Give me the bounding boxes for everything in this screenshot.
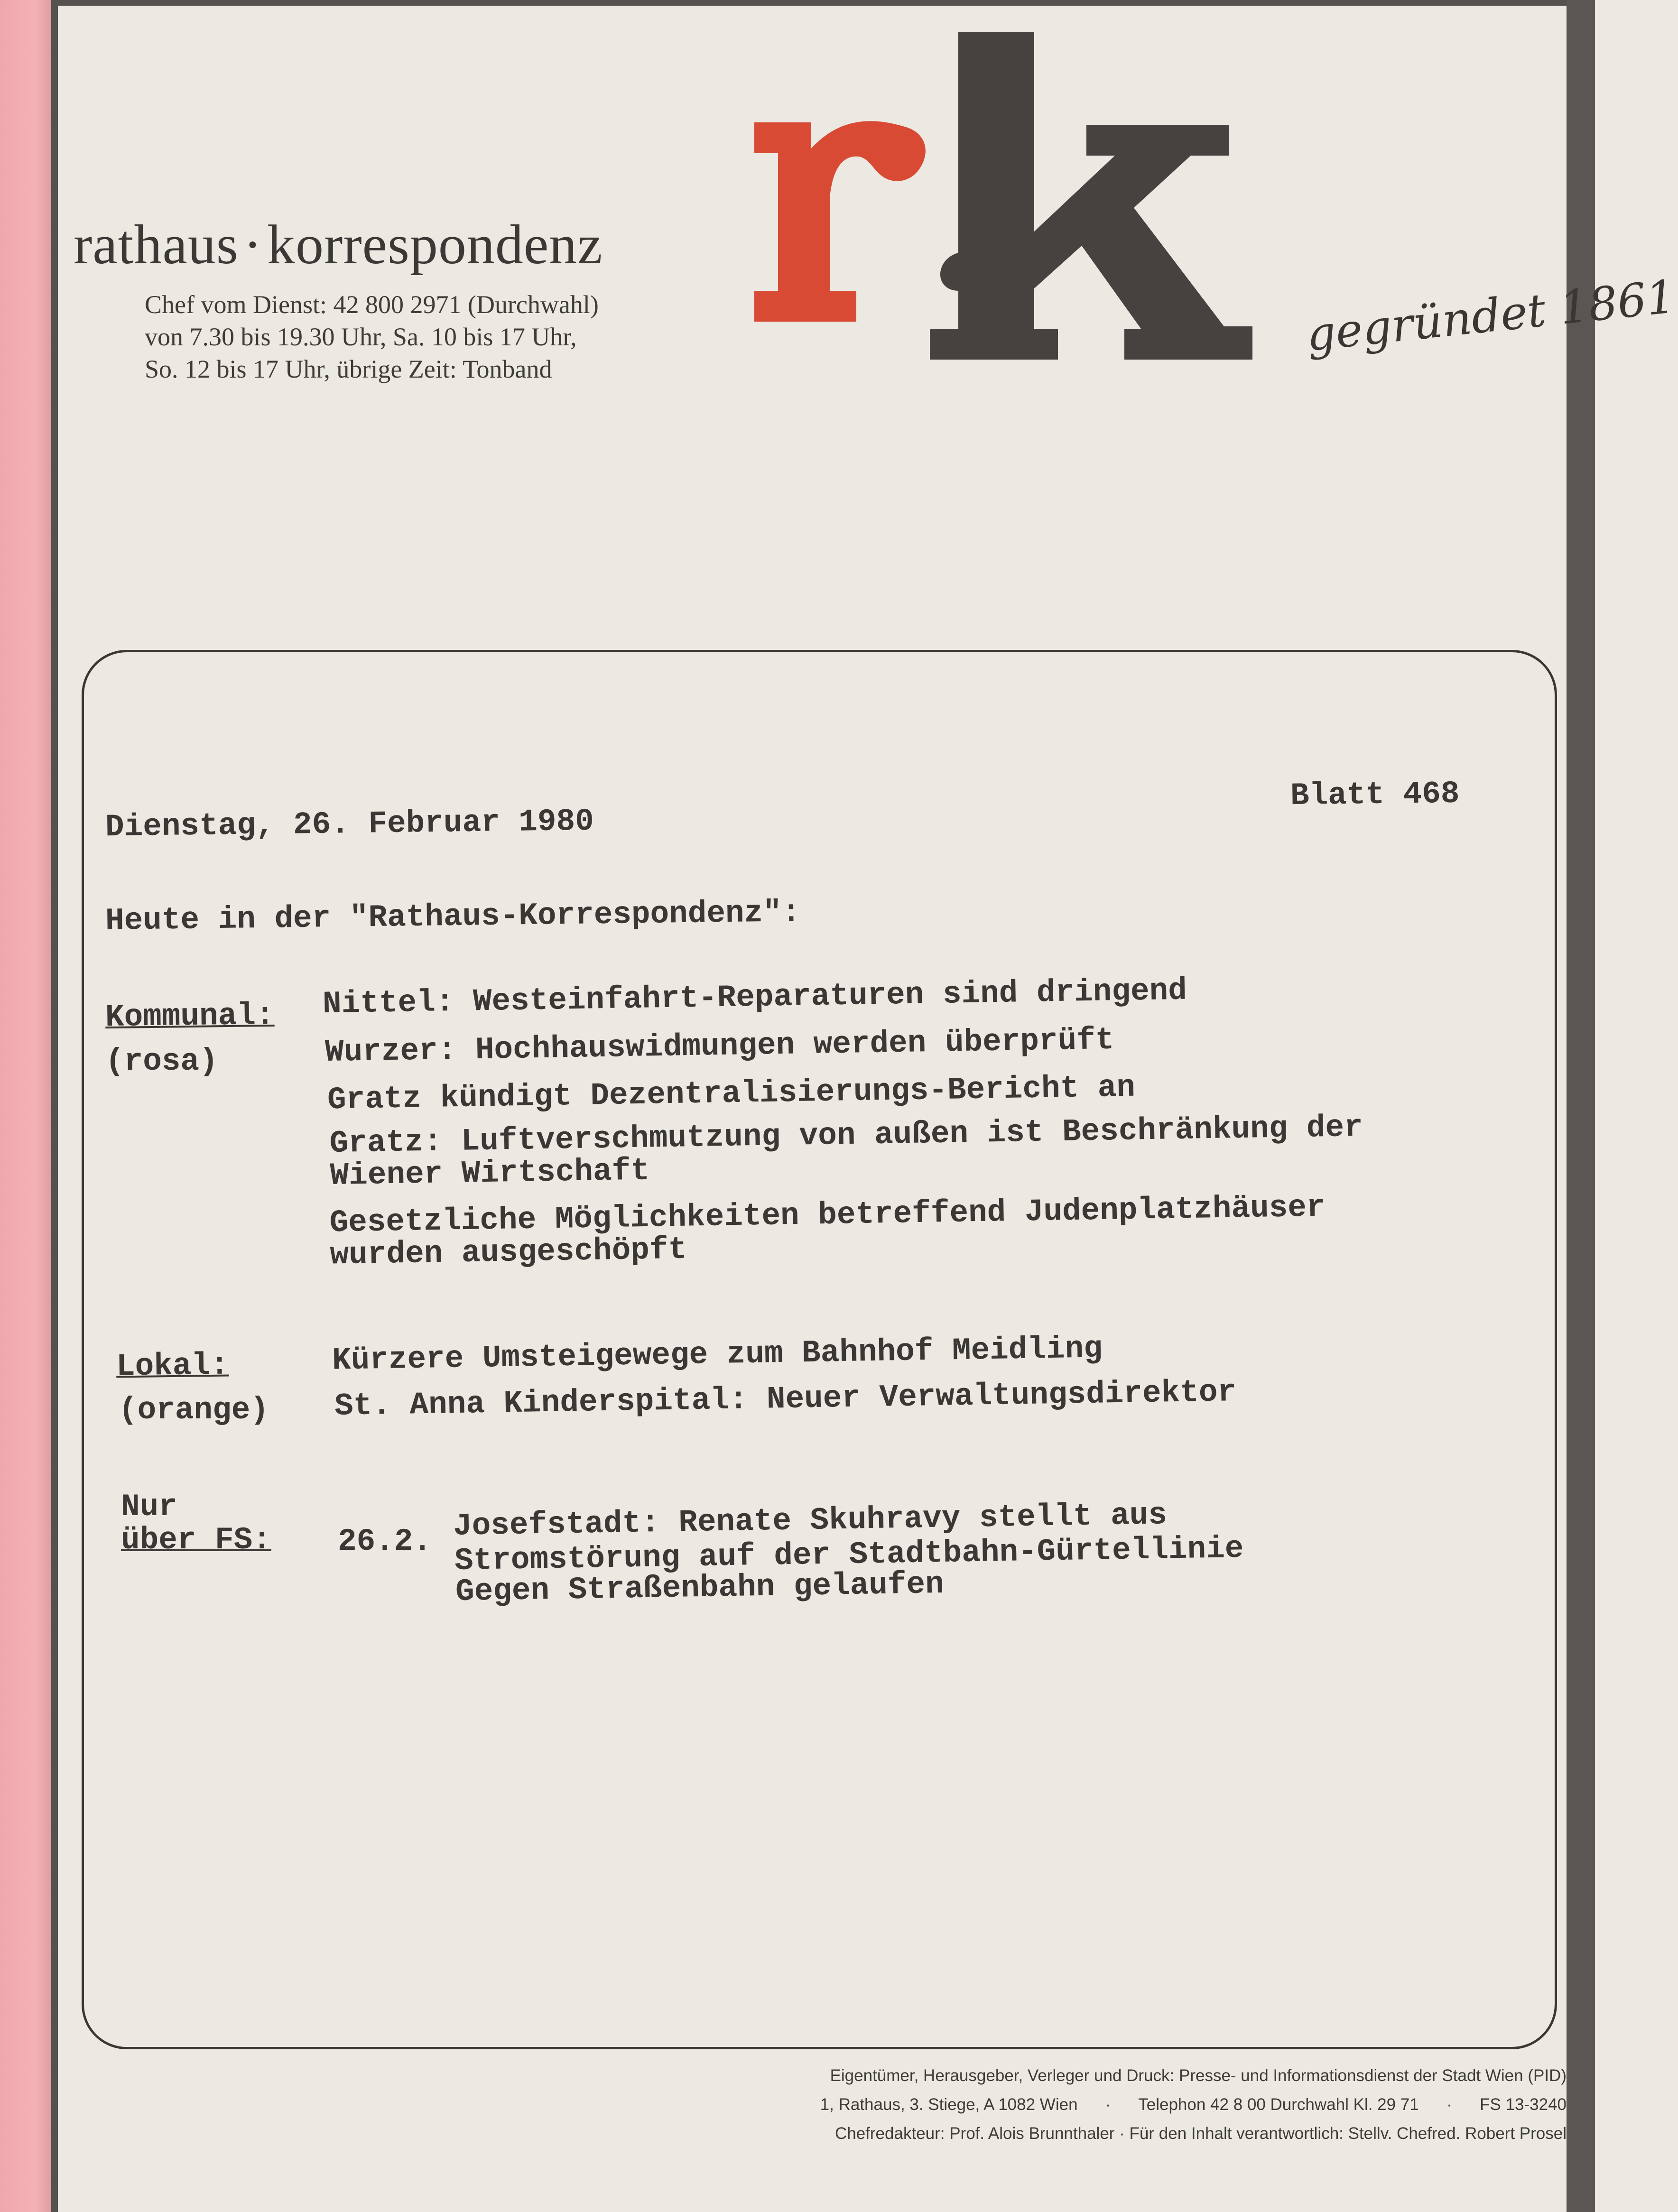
imprint-line-1: Eigentümer, Herausgeber, Verleger und Druck: Presse- und Informationsdienst der Stadt Wien (PID) bbox=[830, 2066, 1567, 2085]
founded-signature: gegründet 1861 bbox=[1304, 269, 1678, 361]
hours-line-3: So. 12 bis 17 Uhr, übrige Zeit: Tonband bbox=[145, 355, 552, 383]
wordmark-dot: · bbox=[243, 213, 263, 276]
sheet-number: Blatt 468 bbox=[1290, 776, 1460, 814]
kommunal-item-line: Gratz: Luftverschmutzung von außen ist Beschränkung der bbox=[329, 1109, 1363, 1162]
section-color-kommunal: (rosa) bbox=[105, 1044, 218, 1079]
page-shadow-left bbox=[51, 0, 58, 2212]
kommunal-item: Wurzer: Hochhauswidmungen werden überprüft bbox=[324, 1022, 1114, 1071]
rk-logo bbox=[754, 32, 1300, 374]
fs-item: Josefstadt: Renate Skuhravy stellt aus bbox=[453, 1497, 1168, 1544]
fs-date: 26.2. bbox=[338, 1524, 432, 1559]
hours-line-2: von 7.30 bis 19.30 Uhr, Sa. 10 bis 17 Uhr, bbox=[145, 323, 577, 351]
imprint bbox=[820, 2061, 1567, 2148]
section-label-lokal: Lokal: bbox=[116, 1347, 230, 1385]
logo-letter-r bbox=[754, 121, 926, 322]
fs-item: Gegen Straßenbahn gelaufen bbox=[455, 1566, 945, 1610]
fs-item: Stromstörung auf der Stadtbahn-Gürtellinie bbox=[454, 1530, 1244, 1579]
lokal-item: St. Anna Kinderspital: Neuer Verwaltungsdirektor bbox=[334, 1374, 1237, 1424]
hours-line-1: Chef vom Dienst: 42 800 2971 (Durchwahl) bbox=[145, 290, 599, 319]
wordmark-korrespondenz: korrespondenz bbox=[267, 213, 603, 276]
section-label-kommunal: Kommunal: bbox=[105, 997, 275, 1036]
office-hours bbox=[145, 288, 599, 385]
kommunal-item-line: wurden ausgeschöpft bbox=[330, 1231, 687, 1273]
fs-label-line-2: über FS: bbox=[121, 1522, 271, 1558]
fs-label-line-1: Nur bbox=[121, 1489, 177, 1525]
section-color-lokal: (orange) bbox=[119, 1392, 269, 1428]
publication-wordmark bbox=[74, 213, 603, 277]
kommunal-item: Nittel: Westeinfahrt-Reparaturen sind dringend bbox=[322, 972, 1187, 1022]
lokal-item: Kürzere Umsteigewege zum Bahnhof Meidling bbox=[332, 1331, 1103, 1379]
bulletin-intro: Heute in der "Rathaus-Korrespondenz": bbox=[105, 895, 801, 939]
rk-logo-graphic bbox=[754, 32, 1300, 374]
wordmark-rathaus: rathaus bbox=[74, 213, 239, 276]
bulletin-date: Dienstag, 26. Februar 1980 bbox=[105, 803, 594, 845]
kommunal-item-line: Wiener Wirtschaft bbox=[330, 1153, 650, 1194]
page-shadow-top bbox=[51, 0, 1595, 6]
logo-letter-k bbox=[930, 32, 1252, 360]
kommunal-item-line: Gesetzliche Möglichkeiten betreffend Judenplatzhäuser bbox=[329, 1189, 1326, 1241]
kommunal-item: Gratz kündigt Dezentralisierungs-Bericht an bbox=[327, 1069, 1136, 1118]
imprint-line-2: 1, Rathaus, 3. Stiege, A 1082 Wien · Telephon 42 8 00 Durchwahl Kl. 29 71 · FS 13-3240 bbox=[820, 2095, 1567, 2114]
imprint-line-3: Chefredakteur: Prof. Alois Brunnthaler · Für den Inhalt verantwortlich: Stellv. Chefred. Robert Prosel bbox=[834, 2124, 1567, 2143]
section-label-fs bbox=[121, 1490, 271, 1557]
binding-edge bbox=[0, 0, 51, 2212]
